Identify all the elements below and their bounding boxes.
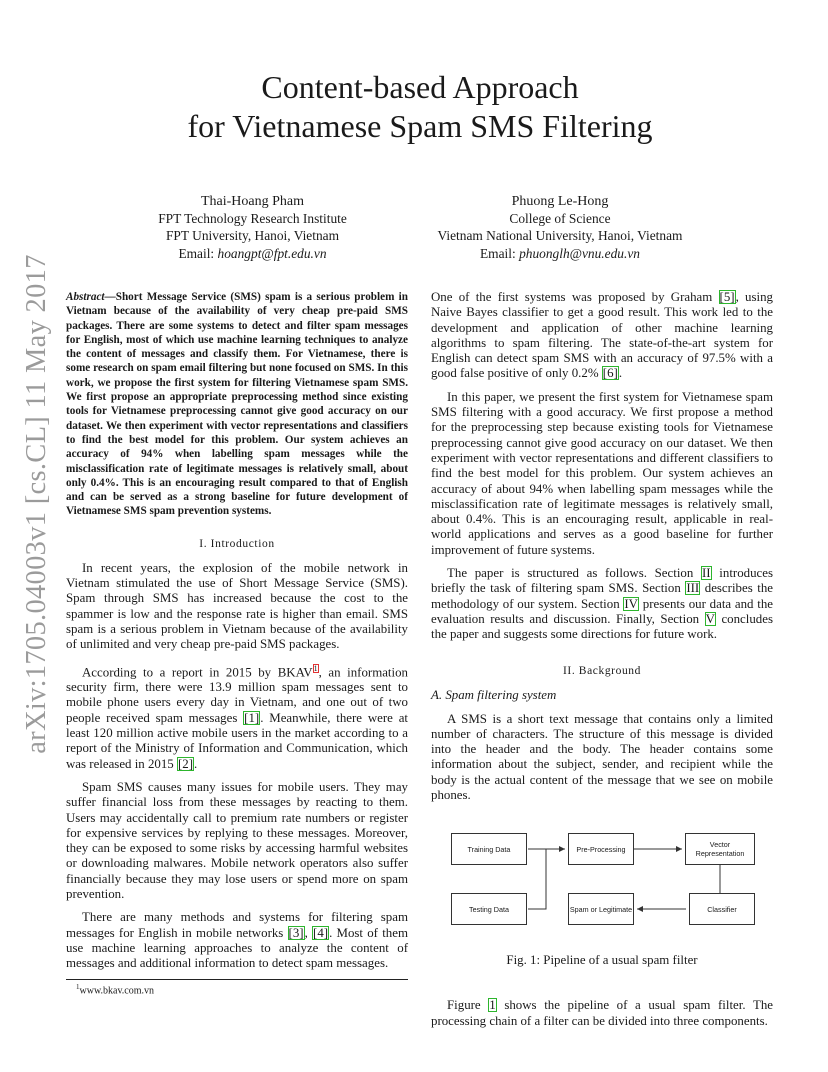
citation-link[interactable]: [5] (719, 290, 735, 304)
left-column (66, 290, 408, 979)
author-affiliation: College of Science (509, 211, 611, 227)
author-affiliation: FPT Technology Research Institute (158, 211, 347, 227)
pipeline-figure (431, 815, 773, 955)
abstract-lead: Abstract (66, 291, 105, 303)
title-line-1: Content-based Approach (261, 69, 579, 105)
abstract (66, 290, 408, 519)
box-testing-data: Testing Data (451, 893, 527, 925)
arxiv-identifier-stamp (17, 244, 57, 764)
author-affiliation: Vietnam National University, Hanoi, Vietnam (437, 228, 683, 244)
text-run: . Most of them use machine learning approaches to analyze the content of messages and additional information to detect spam messages. (66, 925, 408, 971)
author-block-2 (425, 193, 695, 262)
subsection-heading: A. Spam filtering system (431, 687, 557, 702)
text-run: . (194, 756, 198, 771)
text-run: , using Naive Bayes classifier to get a good result. This work led to the development and application of other machine learning algorithms to spam filtering. The state-of-the-art system for English can detect spam SMS with an accuracy of 97.5% with a good false positive of only 0.2% (431, 290, 773, 381)
arrow-testing-path (528, 849, 546, 909)
author-block-1 (140, 193, 365, 262)
text-run: , an information security firm, there were 13.9 million spam messages sent to mobile phone users every day in Vietnam, and one out of two people received spam messages (66, 664, 408, 725)
footnote (76, 983, 154, 996)
text-run: . (618, 366, 623, 381)
box-training-data: Training Data (451, 833, 527, 865)
background-paragraph-2 (431, 998, 773, 1029)
intro-paragraph-4 (66, 910, 408, 971)
box-classifier: Classifier (689, 893, 755, 925)
section-heading-introduction: I. Introduction (199, 537, 275, 550)
box-vector-representation: Vector Representation (685, 833, 755, 865)
citation-link[interactable]: [6] (602, 366, 618, 381)
author-email: hoangpt@fpt.edu.vn (217, 245, 327, 261)
author-name: Thai-Hoang Pham (200, 194, 305, 209)
footnote-link[interactable]: 1 (313, 663, 318, 673)
text-run: concludes the paper and suggests some directions for future work. (431, 611, 773, 642)
citation-link[interactable]: [1] (244, 710, 260, 725)
title-line-2: for Vietnamese Spam SMS Filtering (187, 108, 653, 144)
abstract-text: —Short Message Service (SMS) spam is a serious problem in Vietnam because of the availability of very cheap pre-paid SMS packages. There are some systems to detect and filter spam messages for English, most of which use machine learning techniques to analyze the content of messages and classify them. For Vietnamese, there is some research on spam email filtering but none focused on SMS. In this work, we propose the first system for filtering Vietnamese spam SMS. We first propose an appropriate preprocessing method since existing tools for Vietnamese preprocessing cannot give good accuracy on our dataset. We then experiment with vector representations and classifiers to find the best model for this problem. Our system achieves an accuracy of 94% when labelling spam messages while the misclassification rate of legitimate messages is relatively small, about only 0.4%. This is an encouraging result compared to that of English and can be served as a strong baseline for future development of Vietnamese SMS spam prevention systems. (66, 291, 408, 518)
intro-paragraph-1: In recent years, the explosion of the mobile network in Vietnam stimulated the use of Short Message Service (SMS). Spam through SMS has increased because the cost to the spammer is low and the response rate is higher than email. SMS spam is a serious problem in Vietnam because of the availability of unlimited and very cheap pre-paid SMS packages. (66, 560, 408, 652)
section-link[interactable]: II (702, 566, 711, 581)
text-run: , (304, 925, 313, 940)
intro-paragraph-7 (431, 566, 773, 642)
intro-paragraph-2 (66, 661, 408, 772)
text-run: Figure (447, 998, 489, 1013)
author-affiliation: FPT University, Hanoi, Vietnam (165, 228, 340, 244)
citation-link[interactable]: [3] (288, 925, 304, 940)
citation-link[interactable]: [2] (177, 756, 193, 771)
intro-paragraph-5 (431, 290, 773, 382)
arxiv-identifier-text: arXiv:1705.04003v1 [cs.CL] 11 May 2017 (21, 254, 53, 754)
text-run: . Meanwhile, there were at least 120 million active mobile users in the market according to a report of the Ministry of Information and Communication, which was released in 2015 (66, 710, 408, 771)
author-name: Phuong Le-Hong (511, 194, 609, 209)
text-run: According to a report in 2015 by BKAV (82, 664, 313, 679)
section-link[interactable]: III (686, 581, 700, 596)
author-email-line (425, 245, 695, 262)
footnote-rule (66, 979, 408, 980)
intro-paragraph-3: Spam SMS causes many issues for mobile users. They may suffer financial loss from these messages by reacting to them. Users may accidentally call to premium rate numbers or register for expensive services by replying to these messages. Moreover, they can be exposed to some risks by accessing harmful websites or downloading malwares. Mobile network operators also suffer financially because they may lose users or spend more on spam prevention. (66, 779, 408, 901)
section-heading-background: II. Background (562, 664, 642, 677)
text-run: describes the methodology of our system. Section (431, 581, 773, 611)
text-run: The paper is structured as follows. Section (447, 566, 702, 581)
email-label: Email: (480, 245, 520, 261)
box-preprocessing: Pre-Processing (568, 833, 634, 865)
author-email: phuonglh@vnu.edu.vn (519, 245, 640, 261)
paper-title (120, 68, 720, 146)
box-spam-or-legitimate: Spam or Legitimate (568, 893, 634, 925)
text-run: One of the first systems was proposed by Graham (431, 290, 719, 304)
background-paragraph-1: A SMS is a short text message that contains only a limited number of characters. The structure of this message is divided into the header and the body. The header contains some information about the subject, sender, and recipient while the body is the actual content of the message that we see on mobile phones. (431, 711, 773, 803)
text-run: There are many methods and systems for filtering spam messages for English in mobile networks (66, 910, 408, 940)
text-run: introduces briefly the task of filtering spam SMS. Section (431, 566, 774, 596)
intro-paragraph-6: In this paper, we present the first system for Vietnamese spam SMS filtering with a good accuracy. We first propose a method for the preprocessing step because existing tools for Vietnamese preprocessing cannot give good accuracy on our dataset. We then experiment with vector representations and different classifiers to find the best model for this problem. Our system achieves an accuracy of about 94% when labelling spam messages while the misclassification rate of legitimate messages is relatively small, about 0.4%. This is an encouraging result, applicable in real-world applications and serves as a good baseline for further improvement of future systems. (431, 389, 773, 557)
footnote-text: www.bkav.com.vn (79, 985, 155, 997)
text-run: shows the pipeline of a usual spam filter. The processing chain of a filter can be divided into three components. (431, 998, 773, 1028)
author-email-line (140, 245, 365, 262)
section-link[interactable]: V (705, 611, 715, 626)
figure-link[interactable]: 1 (489, 998, 496, 1013)
footnote-mark: 1 (76, 983, 80, 991)
text-run: presents our data and the evaluation results and discussion. Finally, Section (431, 596, 773, 626)
figure-caption: Fig. 1: Pipeline of a usual spam filter (506, 953, 698, 968)
email-label: Email: (178, 245, 218, 261)
citation-link[interactable]: [4] (313, 925, 329, 940)
right-column (431, 290, 773, 1037)
section-link[interactable]: IV (624, 596, 638, 611)
